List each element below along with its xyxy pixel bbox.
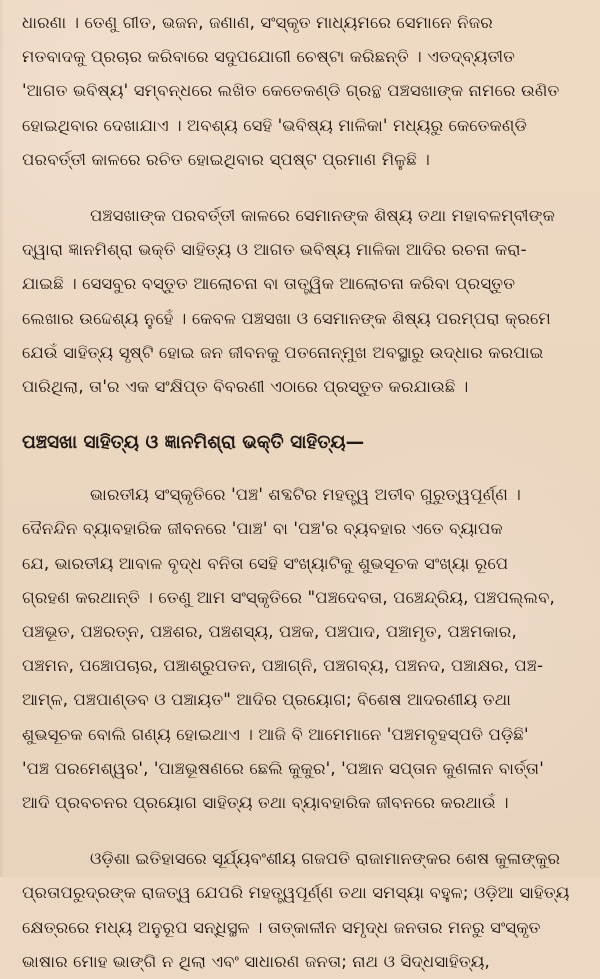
paragraph-line: ଆଦି ପ୍ରବଚନର ପ୍ରୟୋଗ ସାହିତ୍ୟ ତଥା ବ୍ୟାବହାରିକ ଜୀବନରେ କରଥାଉଁ ।: [22, 793, 509, 813]
paragraph-line: ପରବର୍ତ୍ତୀ କାଳରେ ରଚିତ ହୋଇଥିବାର ସ୍ପଷ୍ଟ ପ୍ରମାଣ ମିଳୁଛି ।: [22, 149, 430, 169]
section-heading: ପଞ୍ଚସଖା ସାହିତ୍ୟ ଓ ଜ୍ଞାନମିଶ୍ରା ଭକ୍ତି ସାହିତ୍ୟ—: [22, 432, 365, 454]
paragraph-2: [22, 199, 582, 404]
paragraph-spacing: [22, 177, 582, 199]
paragraph-line: ଓଡ଼ିଶା ଇତିହାସରେ ସୂର୍ଯ୍ୟବଂଶୀୟ ଗଜପତି ରାଜାମାନଙ୍କର ଶେଷ କୁଳାଙ୍କୁର: [90, 849, 561, 869]
paragraph-1: [22, 6, 582, 177]
paragraph-line: ଦ୍ୱାରା ଜ୍ଞାନମିଶ୍ରା ଭକ୍ତି ସାହିତ୍ୟ ଓ ଆଗତ ଭବିଷ୍ୟ ମାଳିକା ଆଦିର ରଚନା କରା-: [22, 240, 527, 260]
paragraph-line: ଭାଷାର ମୋହ ଭାଙ୍ଗି ନ ଥିଲା ଏବଂ ସାଧାରଣ ଜନତା; ନାଥ ଓ ସିଦ୍ଧସାହିତ୍ୟ,: [22, 951, 490, 971]
paragraph-line: ଲେଖାର ଉଦ୍ଦେଶ୍ୟ ନୁହେଁ । କେବଳ ପଞ୍ଚସଖା ଓ ସେମାନଙ୍କ ଶିଷ୍ୟ ପରମ୍ପରା କ୍ରମେ: [22, 308, 551, 328]
paragraph-3: [22, 478, 582, 820]
paragraph-line: 'ପଞ୍ଚ ପରମେଶ୍ୱର', 'ପାଞ୍ଚଭୂଷଣରେ ଛେଲି କୁକୁର', 'ପଞ୍ଚାନ ସପ୍ତାନ କୁଣଳାନ ବାର୍ତ୍ତା': [22, 758, 544, 778]
paragraph-line: ଗ୍ରହଣ କରଥାନ୍ତି । ତେଣୁ ଆମ ସଂସ୍କୃତିରେ "ପଞ୍ଚଦେବତା, ପଞ୍ଚେନ୍ଦ୍ରିୟ, ପଞ୍ଚପଲ୍ଲବ,: [22, 587, 555, 607]
paragraph-spacing: [22, 820, 582, 842]
paragraph-line: ଆମ୍ଳ, ପଞ୍ଚପାଣ୍ଡବ ଓ ପଞ୍ଚାୟତ" ଆଦିର ପ୍ରୟୋଗ; ବିଶେଷ ଆଦରଣୀୟ ତଥା: [22, 690, 512, 710]
paragraph-line: ଧାରଣା । ତେଣୁ ଗୀତ, ଭଜନ, ଜଣାଣ, ସଂସ୍କୃତ ମାଧ୍ୟମରେ ସେମାନେ ନିଜର: [22, 13, 493, 32]
paragraph-4: [22, 842, 582, 979]
paragraph-line: ହୋଇଥିବାର ଦେଖାଯାଏ । ଅବଶ୍ୟ ସେହି 'ଭବିଷ୍ୟ ମାଳିକା' ମଧ୍ୟରୁ କେତେକଣ୍ଡି: [22, 115, 527, 135]
paragraph-line: ଯାଇଛି । ସେସବୁର ବସ୍ତୁତ ଆଲୋଚନା ବା ତାତ୍ତ୍ୱିକ ଆଲୋଚନା କରିବା ପ୍ରସ୍ତୁତ: [22, 274, 516, 294]
paragraph-line: ପାରିଥିଲା, ତା'ର ଏକ ସଂକ୍ଷିପ୍ତ ବିବରଣୀ ଏଠାରେ ପ୍ରସ୍ତୁତ କରଯାଉଛି ।: [22, 377, 469, 397]
paragraph-line: ମତବାଦକୁ ପ୍ରଚାର କରିବାରେ ସଦୁପଯୋଗୀ ଚେଷ୍ଟା କରିଛନ୍ତି । ଏତଦ୍‌ବ୍ୟତୀତ: [22, 47, 516, 67]
paragraph-line: କ୍ଷେତ୍ରରେ ମଧ୍ୟ ଅନୁରୂପ ସନ୍ଧିସ୍ଥଳ । ତାତ୍କାଳୀନ ସମୃଦ୍ଧ ଜନତାର ମନରୁ ସଂସ୍କୃତ: [22, 917, 541, 937]
paragraph-line: ପଞ୍ଚମନ, ପଞ୍ଚୋପଚାର, ପଞ୍ଚାଶ୍ରୁପତନ, ପଞ୍ଚାଗ୍ନି, ପଞ୍ଚଗବ୍ୟ, ପଞ୍ଚନଦ, ପଞ୍ଚାକ୍ଷର, ପଞ୍ଚ-: [22, 656, 544, 676]
heading-spacing: [22, 460, 582, 478]
paragraph-line: ଦୈନନ୍ଦିନ ବ୍ୟାବହାରିକ ଜୀବନରେ 'ପାଞ୍ଚ' ବା 'ପଞ୍ଚ'ର ବ୍ୟବହାର ଏତେ ବ୍ୟାପକ: [22, 519, 503, 539]
paragraph-line: ଭାରତୀୟ ସଂସ୍କୃତିରେ 'ପଞ୍ଚ' ଶବ୍ଦଟିର ମହତ୍ତ୍ୱ ଅତୀବ ଗୁରୁତ୍ୱପୂର୍ଣ୍ଣ ।: [90, 485, 521, 505]
scan-edge-shadow: [0, 0, 4, 877]
paragraph-line: ପ୍ରତାପରୁଦ୍ରଙ୍କ ରାଜତ୍ୱ ଯେପରି ମହତ୍ତ୍ୱପୂର୍ଣ୍ଣ ତଥା ସମସ୍ୟା ବହୁଳ; ଓଡ଼ିଆ ସାହିତ୍ୟ: [22, 883, 570, 903]
paragraph-line: ପଞ୍ଚସଖାଙ୍କ ପରବର୍ତ୍ତୀ କାଳରେ ସେମାନଙ୍କ ଶିଷ୍ୟ ତଥା ମହାବଳମ୍ବୀଙ୍କ: [90, 206, 555, 226]
paragraph-line: ଯେଉଁ ସାହିତ୍ୟ ସୃଷ୍ଟି ହୋଇ ଜନ ଜୀବନକୁ ପତନୋନ୍ମୁଖ ଅବସ୍ଥାରୁ ଉଦ୍ଧାର କରପାଇ: [22, 342, 544, 362]
paragraph-line: 'ଆଗତ ଭବିଷ୍ୟ' ସମ୍ବନ୍ଧରେ ଲଖିତ କେତେକଣ୍ଡି ଗ୍ରନ୍ଥ ପଞ୍ଚସଖାଙ୍କ ନାମରେ ଉଣିତ: [22, 81, 560, 101]
paragraph-line: ପଞ୍ଚଭୂତ, ପଞ୍ଚରତ୍ନ, ପଞ୍ଚଶର, ପଞ୍ଚଶସ୍ୟ, ପଞ୍ଚକ, ପଞ୍ଚପାଦ, ପଞ୍ଚାମୃତ, ପଞ୍ଚମକାର,: [22, 622, 517, 642]
paragraph-line: ଶୁଭସୂଚକ ବୋଲି ଗଣ୍ୟ ହୋଇଥାଏ । ଆଜି ବି ଆମେମାନେ 'ପଞ୍ଚମବୃହସ୍ପତି ପଡ଼ିଛି': [22, 724, 529, 744]
paragraph-line: ଯେ, ଭାରତୀୟ ଆବାଳ ବୃଦ୍ଧ ବନିତା ସେହି ସଂଖ୍ୟାଟିକୁ ଶୁଭସୂଚକ ସଂଖ୍ୟା ରୂପେ: [22, 553, 509, 573]
section-spacing: [22, 404, 582, 426]
